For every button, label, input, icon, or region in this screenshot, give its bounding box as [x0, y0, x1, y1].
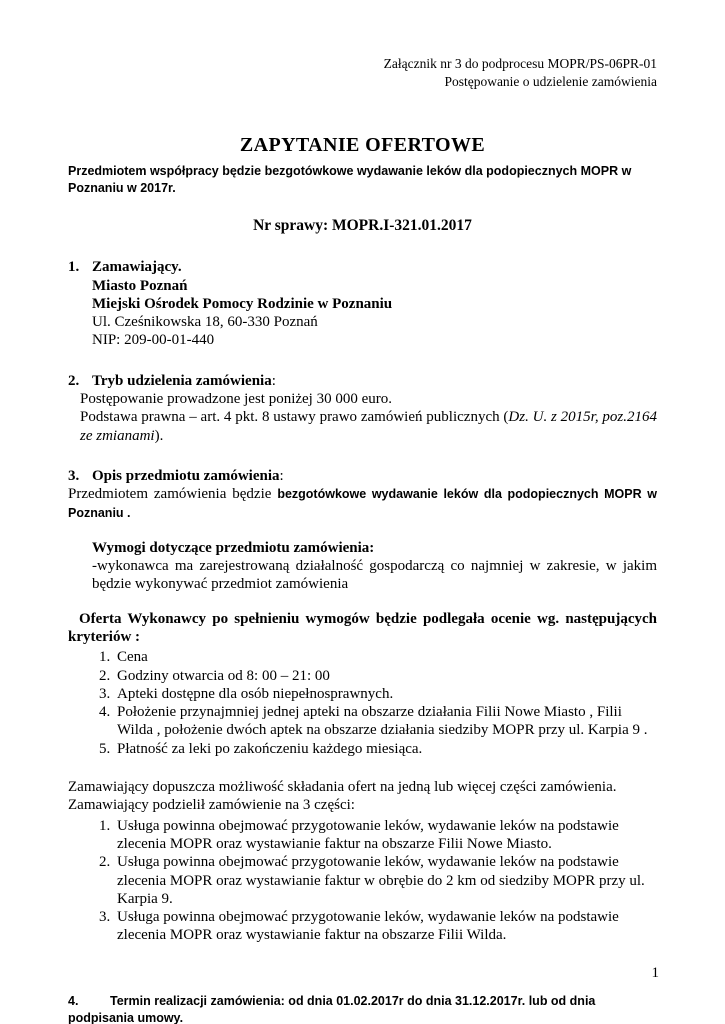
buyer-nip-line: NIP: 209-00-01-440: [92, 332, 215, 349]
section-1-heading: Zamawiający.: [92, 259, 182, 276]
criteria-item-text: Cena: [117, 649, 148, 666]
part-item-text: Usługa powinna obejmować przygotowanie leków, wydawanie leków na podstawie zlecenia MOPR oraz wystawianie faktur w obrębie do 2 km od siedziby MOPR przy ul. Karpia 9.: [117, 854, 645, 907]
part-item: [114, 908, 657, 945]
legal-basis-paragraph: [80, 408, 657, 445]
criteria-item: [114, 740, 657, 758]
criteria-item-text: Płatność za leki po zakończeniu każdego miesiąca.: [117, 740, 423, 757]
procedure-threshold-line: Postępowanie prowadzone jest poniżej 30 000 euro.: [80, 391, 393, 408]
intro-paragraph: Przedmiotem współpracy będzie bezgotówkowe wydawanie leków dla podopiecznych MOPR w Poznaniu w 2017r.: [68, 163, 632, 196]
criteria-item-text: Położenie przynajmniej jednej apteki na obszarze działania Filii Nowe Miasto , Filii Wilda , położenie dwóch aptek na obszarze działania siedziby MOPR przy ul. Karpia 9 .: [117, 704, 648, 739]
case-number: Nr sprawy: MOPR.I-321.01.2017: [253, 217, 472, 235]
legal-basis-citation: Dz. U. z 2015r, poz.2164 ze zmianami: [80, 409, 657, 444]
subject-text-normal: Przedmiotem zamówienia będzie: [68, 486, 278, 503]
section-2-heading-colon: :: [271, 372, 276, 389]
section-1-heading-row: [68, 258, 657, 276]
criteria-item: [114, 685, 657, 703]
criteria-intro: Oferta Wykonawcy po spełnieniu wymogów będzie podlegała ocenie wg. następujących kryteriów :: [68, 610, 657, 645]
section-1: [68, 258, 657, 349]
section-1-number: 1.: [68, 259, 80, 276]
header-line-1: Załącznik nr 3 do podprocesu MOPR/PS-06PR-01: [383, 56, 657, 71]
header-line-2: Postępowanie o udzielenie zamówienia: [444, 74, 657, 90]
criteria-item: [114, 648, 657, 666]
buyer-address-line: Ul. Cześnikowska 18, 60-330 Poznań: [92, 314, 318, 331]
legal-basis-end: ).: [154, 427, 164, 444]
section-2-heading: Tryb udzielenia zamówienia: [92, 372, 272, 389]
section-3: [68, 467, 657, 945]
part-item: [114, 853, 657, 908]
section-2-body: [68, 390, 657, 445]
criteria-item-text: Godziny otwarcia od 8: 00 – 21: 00: [117, 667, 330, 684]
deadline-text: Termin realizacji zamówienia: od dnia 01.02.2017r do dnia 31.12.2017r. lub od dnia podpisania umowy.: [68, 993, 596, 1024]
parts-list: [68, 817, 657, 945]
section-4-number: 4.: [68, 993, 79, 1008]
section-3-number: 3.: [68, 467, 80, 484]
legal-basis-text: Podstawa prawna – art. 4 pkt. 8 ustawy prawo zamówień publicznych (: [80, 409, 509, 426]
section-3-heading-row: [68, 467, 657, 485]
criteria-item-text: Apteki dostępne dla osób niepełnosprawnych.: [117, 685, 394, 702]
section-2-heading-row: [68, 372, 657, 390]
part-item-text: Usługa powinna obejmować przygotowanie leków, wydawanie leków na podstawie zlecenia MOPR oraz wystawianie faktur na obszarze Filii Nowe Miasto.: [117, 817, 619, 852]
page-number: 1: [651, 964, 659, 981]
part-item-text: Usługa powinna obejmować przygotowanie leków, wydawanie leków na podstawie zlecenia MOPR oraz wystawianie faktur na obszarze Filii Wilda.: [117, 909, 619, 944]
requirements-block: [68, 539, 657, 594]
subject-text-bold: bezgotówkowe wydawanie leków dla podopiecznych MOPR w Poznaniu .: [68, 487, 657, 520]
part-item: [114, 817, 657, 854]
criteria-list: [68, 648, 657, 758]
requirements-heading: Wymogi dotyczące przedmiotu zamówienia:: [92, 539, 375, 556]
document-title: ZAPYTANIE OFERTOWE: [239, 134, 486, 157]
buyer-org-line: Miejski Ośrodek Pomocy Rodzinie w Poznaniu: [92, 295, 393, 312]
subject-paragraph: [68, 485, 657, 522]
criteria-item: [114, 703, 657, 740]
buyer-city-line: Miasto Poznań: [92, 277, 188, 294]
parts-intro-line-1: Zamawiający dopuszcza możliwość składania ofert na jedną lub więcej części zamówienia.: [68, 779, 617, 796]
criteria-item: [114, 667, 657, 685]
section-1-body: [68, 277, 657, 350]
requirements-text: -wykonawca ma zarejestrowaną działalność gospodarczą co najmniej w zakresie, w jakim będzie wykonywać przedmiot zamówienia: [92, 558, 657, 593]
section-2: [68, 372, 657, 445]
document-header: [68, 55, 657, 91]
section-3-heading: Opis przedmiotu zamówienia: [92, 467, 280, 484]
section-3-heading-colon: :: [279, 467, 284, 484]
deadline-paragraph: [68, 993, 657, 1024]
parts-intro-line-2: Zamawiający podzielił zamówienie na 3 części:: [68, 797, 355, 814]
parts-block: [68, 778, 657, 945]
section-2-number: 2.: [68, 372, 80, 389]
section-4: [68, 993, 657, 1024]
